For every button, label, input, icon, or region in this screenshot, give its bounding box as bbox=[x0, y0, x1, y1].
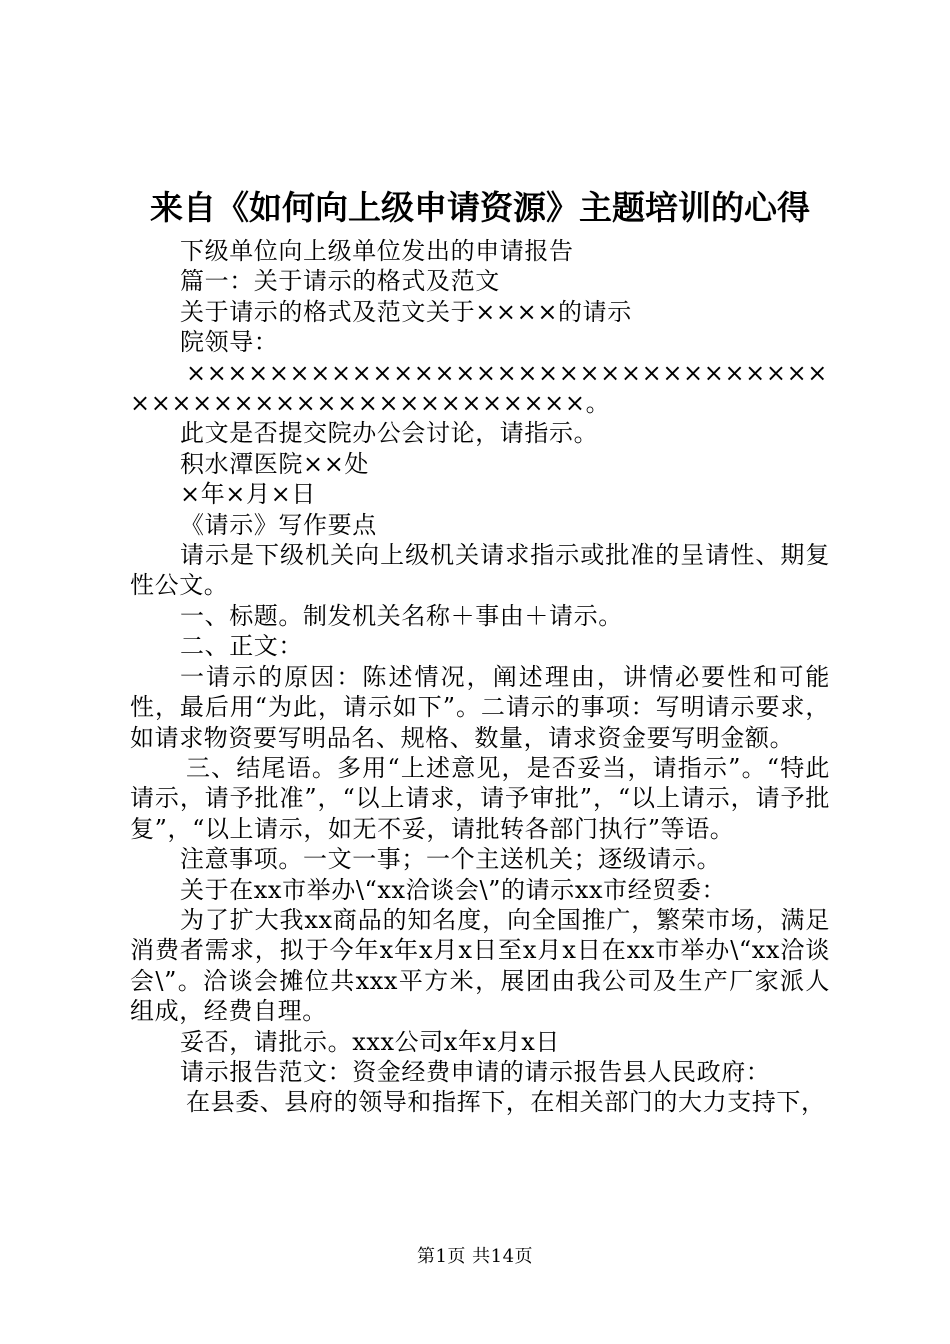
paragraph: 院领导： bbox=[180, 328, 279, 357]
paragraph: 妥否，请批示。xxx公司x年x月x日 bbox=[180, 1027, 561, 1056]
paragraph: ×××××××××××××××××××××××××××××××××××××××××××××××××××××。 bbox=[130, 358, 828, 418]
document-title: 来自《如何向上级申请资源》主题培训的心得 bbox=[150, 188, 810, 227]
page-number-footer: 第1页 共14页 bbox=[416, 1246, 534, 1267]
paragraph: 为了扩大我xx商品的知名度，向全国推广，繁荣市场，满足消费者需求，拟于今年x年x月x日至x月x日在xx市举办\“xx洽谈会\”。洽谈会摊位共xxx平方米，展团由我公司及生产厂家派人组成，经费自理。 bbox=[130, 905, 830, 1026]
paragraph: 二、正文： bbox=[180, 632, 303, 661]
paragraph: 下级单位向上级单位发出的申请报告 bbox=[180, 237, 574, 265]
paragraph: 关于请示的格式及范文关于××××的请示 bbox=[180, 297, 632, 326]
paragraph: 《请示》写作要点 bbox=[180, 510, 377, 539]
paragraph: 在县委、县府的领导和指挥下，在相关部门的大力支持下， bbox=[186, 1088, 826, 1117]
paragraph: 注意事项。一文一事；一个主送机关；逐级请示。 bbox=[180, 845, 722, 874]
document-page bbox=[130, 184, 830, 1118]
paragraph: 三、结尾语。多用“上述意见，是否妥当，请指示”。“特此请示，请予批准”，“以上请求，请予审批”，“以上请示，请予批复”，“以上请示，如无不妥，请批转各部门执行”等语。 bbox=[130, 753, 830, 843]
paragraph: 篇一：关于请示的格式及范文 bbox=[180, 267, 500, 296]
paragraph: ×年×月×日 bbox=[180, 480, 316, 509]
paragraph: 关于在xx市举办\“xx洽谈会\”的请示xx市经贸委： bbox=[180, 875, 727, 904]
paragraph: 积水潭医院××处 bbox=[180, 449, 370, 478]
paragraph: 此文是否提交院办公会讨论，请指示。 bbox=[180, 419, 599, 448]
paragraph: 请示报告范文：资金经费申请的请示报告县人民政府： bbox=[180, 1057, 771, 1086]
paragraph: 一、标题。制发机关名称＋事由＋请示。 bbox=[180, 601, 623, 630]
paragraph: 请示是下级机关向上级机关请求指示或批准的呈请性、期复性公文。 bbox=[130, 541, 830, 600]
paragraph: 一请示的原因：陈述情况，阐述理由，讲情必要性和可能性，最后用“为此，请示如下”。二请示的事项：写明请示要求，如请求物资要写明品名、规格、数量，请求资金要写明金额。 bbox=[130, 662, 830, 752]
